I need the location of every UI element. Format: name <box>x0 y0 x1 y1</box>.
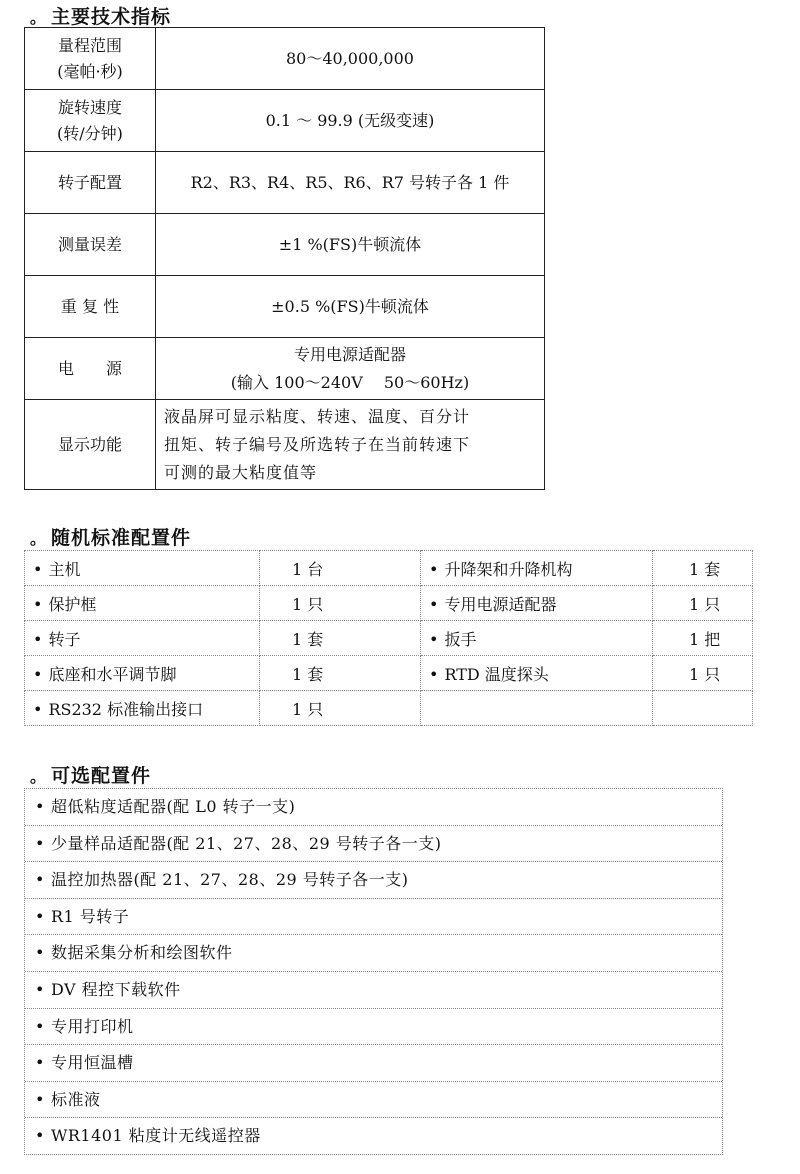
optional-item <box>25 899 722 936</box>
optional-item-text: 超低粘度适配器(配 L0 转子一支) <box>50 797 296 816</box>
standard-item-name: 保护框 <box>48 594 97 614</box>
standard-item-row <box>25 621 753 656</box>
spec-label-line: (毫帕·秒) <box>57 61 123 81</box>
optional-item <box>25 972 722 1009</box>
bullet-point: • <box>33 559 43 579</box>
bullet-point: • <box>429 594 439 614</box>
spec-label-line: 测量误差 <box>57 234 122 254</box>
standard-item-row <box>25 656 753 691</box>
standard-item-qty-cell <box>653 656 753 691</box>
standard-item-qty-cell <box>653 586 753 621</box>
bullet-point: • <box>35 906 45 926</box>
standard-item-qty: 1 只 <box>689 594 721 614</box>
spec-label <box>25 276 156 338</box>
bullet-point: • <box>33 699 43 719</box>
optional-item <box>25 789 722 826</box>
spec-value-line: 80～40,000,000 <box>286 48 414 68</box>
standard-item-qty-cell <box>653 551 753 586</box>
specs-title-text: 主要技术指标 <box>51 6 172 28</box>
standard-item-name-cell <box>421 551 653 586</box>
optional-item <box>25 1118 722 1154</box>
bullet-point: • <box>35 1126 45 1146</box>
optional-item-text: R1 号转子 <box>50 906 130 926</box>
spec-value-line: 扭矩、转子编号及所选转子在当前转速下 <box>164 434 471 454</box>
spec-label <box>25 400 156 490</box>
spec-label <box>25 152 156 214</box>
standard-item-name: RTD 温度探头 <box>444 664 549 684</box>
standard-item-name: RS232 标准输出接口 <box>48 699 204 719</box>
standard-item-qty-cell <box>260 551 421 586</box>
bullet-point: • <box>35 1016 45 1036</box>
optional-item <box>25 1045 722 1082</box>
spec-value <box>156 90 545 152</box>
spec-value-line: 可测的最大粘度值等 <box>164 462 318 482</box>
spec-value-line: 液晶屏可显示粘度、转速、温度、百分计 <box>164 406 471 426</box>
bullet-point: • <box>35 1089 45 1109</box>
standard-item-name: 专用电源适配器 <box>444 594 557 614</box>
spec-value-line: 专用电源适配器 <box>293 344 406 364</box>
standard-item-qty: 1 套 <box>689 559 721 579</box>
spec-label <box>25 338 156 400</box>
standard-item-row <box>25 691 753 726</box>
standard-item-name-cell <box>25 691 260 726</box>
standard-item-qty: 1 套 <box>292 664 324 684</box>
spec-label-line: 电 源 <box>57 358 122 378</box>
standard-item-qty: 1 只 <box>292 594 324 614</box>
spec-label <box>25 28 156 90</box>
optional-item-text: 标准液 <box>50 1089 101 1109</box>
standard-item-qty-cell <box>653 621 753 656</box>
optional-item-text: 专用恒温槽 <box>50 1053 134 1073</box>
standard-item-name-cell <box>421 586 653 621</box>
optional-item-text: WR1401 粘度计无线遥控器 <box>50 1126 261 1146</box>
spec-value <box>156 28 545 90</box>
optional-title-text: 可选配置件 <box>51 765 152 787</box>
standard-item-name-cell <box>421 656 653 691</box>
spec-row <box>25 28 545 90</box>
standard-item-row <box>25 551 753 586</box>
standard-item-name: 转子 <box>48 629 81 649</box>
standard-item-qty: 1 台 <box>292 559 324 579</box>
spec-value-line: ±0.5 %(FS)牛顿流体 <box>271 296 429 316</box>
specs-section-title <box>30 2 171 29</box>
spec-value-line: ±1 %(FS)牛顿流体 <box>278 234 422 254</box>
section-dot: 。 <box>30 529 48 548</box>
standard-item-row <box>25 586 753 621</box>
bullet-point: • <box>33 629 43 649</box>
bullet-point: • <box>35 1053 45 1073</box>
standard-item-qty-cell <box>260 586 421 621</box>
spec-value-line: (输入 100～240V 50～60Hz) <box>230 372 470 392</box>
optional-item-text: DV 程控下载软件 <box>50 979 181 999</box>
optional-accessories-list <box>24 788 723 1155</box>
standard-item-name-cell <box>25 621 260 656</box>
standard-item-name-cell <box>421 691 653 726</box>
spec-row <box>25 338 545 400</box>
spec-table <box>24 27 545 490</box>
standard-accessories-table <box>24 550 753 726</box>
bullet-point: • <box>35 979 45 999</box>
standard-item-name-cell <box>25 551 260 586</box>
optional-item <box>25 935 722 972</box>
bullet-point: • <box>35 833 45 853</box>
spec-label <box>25 214 156 276</box>
standard-item-name-cell <box>25 656 260 691</box>
standard-item-name: 升降架和升降机构 <box>444 559 573 579</box>
standard-item-qty: 1 只 <box>689 664 721 684</box>
optional-section-title <box>30 761 151 788</box>
standard-item-qty: 1 套 <box>292 629 324 649</box>
standard-item-qty-cell <box>653 691 753 726</box>
bullet-point: • <box>429 559 439 579</box>
optional-item-text: 温控加热器(配 21、27、28、29 号转子各一支) <box>50 870 409 890</box>
bullet-point: • <box>33 664 43 684</box>
spec-label-line: 量程范围 <box>57 35 122 55</box>
standard-item-qty-cell <box>260 621 421 656</box>
bullet-point: • <box>429 629 439 649</box>
spec-label-line: 转子配置 <box>57 172 122 192</box>
section-dot: 。 <box>30 767 48 786</box>
standard-item-qty-cell <box>260 691 421 726</box>
spec-row <box>25 214 545 276</box>
standard-item-name: 底座和水平调节脚 <box>48 664 177 684</box>
spec-value <box>156 152 545 214</box>
spec-row <box>25 276 545 338</box>
spec-row <box>25 90 545 152</box>
standard-item-qty: 1 只 <box>292 699 324 719</box>
standard-item-name: 主机 <box>48 559 81 579</box>
spec-row <box>25 400 545 490</box>
optional-item-text: 专用打印机 <box>50 1016 134 1036</box>
spec-value <box>156 214 545 276</box>
optional-item <box>25 862 722 899</box>
spec-label-line: (转/分钟) <box>57 123 123 143</box>
optional-item <box>25 826 722 863</box>
spec-row <box>25 152 545 214</box>
spec-label <box>25 90 156 152</box>
spec-value <box>156 276 545 338</box>
standard-item-name-cell <box>25 586 260 621</box>
optional-item <box>25 1009 722 1046</box>
bullet-point: • <box>35 943 45 963</box>
standard-item-name: 扳手 <box>444 629 477 649</box>
bullet-point: • <box>429 664 439 684</box>
bullet-point: • <box>35 797 45 816</box>
standard-item-name-cell <box>421 621 653 656</box>
bullet-point: • <box>33 594 43 614</box>
spec-label-line: 旋转速度 <box>57 97 122 117</box>
section-dot: 。 <box>30 8 48 27</box>
spec-label-line: 重 复 性 <box>60 296 120 316</box>
bullet-point: • <box>35 870 45 890</box>
spec-value-line: 0.1 ～ 99.9 (无级变速) <box>265 110 435 130</box>
standard-title-text: 随机标准配置件 <box>51 527 192 549</box>
spec-label-line: 显示功能 <box>57 434 122 454</box>
optional-item-text: 少量样品适配器(配 21、27、28、29 号转子各一支) <box>50 833 442 853</box>
standard-item-qty-cell <box>260 656 421 691</box>
optional-item-text: 数据采集分析和绘图软件 <box>50 943 233 963</box>
spec-value <box>156 400 545 490</box>
spec-value-line: R2、R3、R4、R5、R6、R7 号转子各 1 件 <box>190 172 510 192</box>
spec-value <box>156 338 545 400</box>
standard-item-qty: 1 把 <box>689 629 721 649</box>
standard-section-title <box>30 523 191 550</box>
optional-item <box>25 1082 722 1119</box>
